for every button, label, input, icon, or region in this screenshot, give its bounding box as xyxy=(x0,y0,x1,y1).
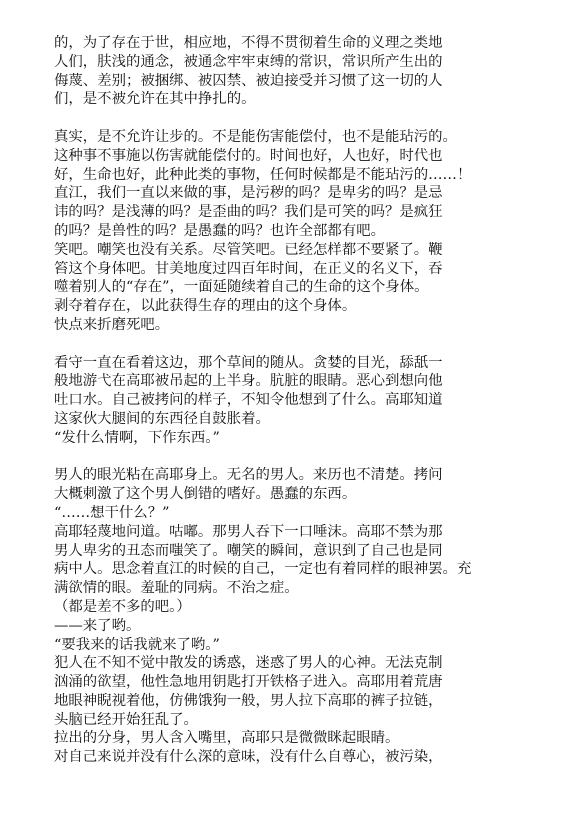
text-line: 这种事不事施以伤害就能偿付的。时间也好，人也好，时代也 xyxy=(54,147,443,164)
text-line: 般地游弋在高耶被吊起的上半身。肮脏的眼睛。恶心到想向他 xyxy=(54,373,443,390)
text-line: 病中人。思念着直江的时候的自己，一定也有着同样的眼神罢。充 xyxy=(54,561,472,578)
text-line: 笞这个身体吧。甘美地度过四百年时间，在正义的名义下，吞 xyxy=(54,260,443,277)
text-line: 满欲情的眼。羞耻的同病。不治之症。 xyxy=(54,580,299,597)
text-line: 人们，肤浅的通念，被通念牢牢束缚的常识，常识所产生出的 xyxy=(54,53,443,70)
text-line: 这家伙大腿间的东西径自鼓胀着。 xyxy=(54,410,270,427)
text-line: 高耶轻蔑地问道。咕嘟。那男人吞下一口唾沫。高耶不禁为那 xyxy=(54,523,443,540)
text-line: 噬着别人的“存在”，一面延随续着自己的生命的这个身体。 xyxy=(54,279,429,296)
text-line: 的，为了存在于世，相应地，不得不贯彻着生命的义理之类地 xyxy=(54,35,443,51)
text-line: 快点来折磨死吧。 xyxy=(54,316,170,333)
text-line: 讳的吗？是浅薄的吗？是歪曲的吗？我们是可笑的吗？是疯狂 xyxy=(54,204,443,221)
paragraph xyxy=(54,466,534,767)
text-line: 犯人在不知不觉中散发的诱惑，迷惑了男人的心神。无法克制 xyxy=(54,655,443,672)
text-line: 好，生命也好，此种此类的事物，任何时候都是不能玷污的……！ xyxy=(54,166,472,183)
text-line: 地眼神睨视着他，仿佛饿狗一般，男人拉下高耶的裤子拉链， xyxy=(54,692,443,709)
text-line: 大概刺激了这个男人倒错的嗜好。愚蠢的东西。 xyxy=(54,486,357,503)
text-line: 男人的眼光粘在高耶身上。无名的男人。来历也不清楚。拷问 xyxy=(54,467,443,484)
text-line: ——来了哟。 xyxy=(54,617,141,634)
paragraph xyxy=(54,354,534,448)
text-line: 的吗？是兽性的吗？是愚蠢的吗？也许全部都有吧。 xyxy=(54,222,385,239)
paragraph xyxy=(54,34,534,109)
text-line: 吐口水。自己被拷问的样子，不知令他想到了什么。高耶知道 xyxy=(54,392,443,409)
text-line: （都是差不多的吧。） xyxy=(54,598,191,615)
document-page xyxy=(54,34,534,786)
text-line: 们，是不被允许在其中挣扎的。 xyxy=(54,91,256,108)
paragraph xyxy=(54,128,534,335)
text-line: 直江，我们一直以来做的事，是污秽的吗？是卑劣的吗？是忌 xyxy=(54,185,443,202)
text-line: 拉出的分身，男人含入嘴里，高耶只是微微眯起眼睛。 xyxy=(54,730,400,747)
text-line: 头脑已经开始狂乱了。 xyxy=(54,711,198,728)
text-line: 真实，是不允许让步的。不是能伤害能偿付，也不是能玷污的。 xyxy=(54,128,457,145)
text-line: 笑吧。嘲笑也没有关系。尽管笑吧。已经怎样都不要紧了。鞭 xyxy=(54,241,443,258)
text-line: 看守一直在看着这边，那个草间的随从。贪婪的目光，舔舐一 xyxy=(54,354,443,371)
text-line: “……想干什么？” xyxy=(54,504,170,521)
text-line: 侮蔑、差别；被捆绑、被囚禁、被迫接受并习惯了这一切的人 xyxy=(54,72,443,89)
text-line: 对自己来说并没有什么深的意味，没有什么自尊心，被污染， xyxy=(54,749,443,766)
text-line: “要我来的话我就来了哟。” xyxy=(54,636,220,653)
text-line: 男人卑劣的丑态而嗤笑了。嘲笑的瞬间，意识到了自己也是同 xyxy=(54,542,443,559)
text-line: 汹涌的欲望，他性急地用钥匙打开铁格子进入。高耶用着荒唐 xyxy=(54,674,443,691)
text-line: 剥夺着存在，以此获得生存的理由的这个身体。 xyxy=(54,298,357,315)
text-line: “发什么情啊，下作东西。” xyxy=(54,429,220,446)
